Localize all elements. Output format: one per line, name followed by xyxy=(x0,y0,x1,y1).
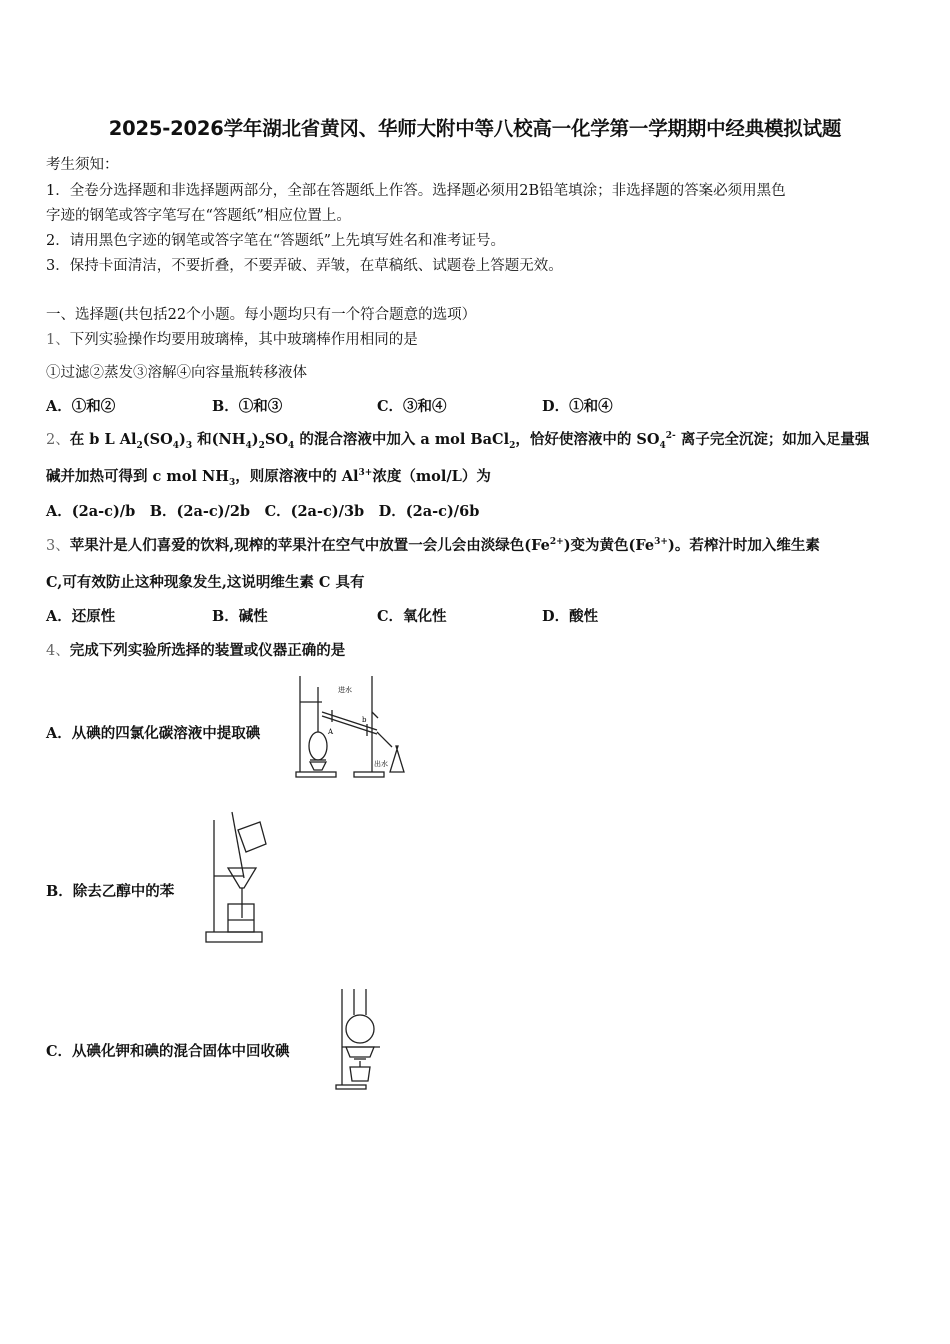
option-b: B．①和③ xyxy=(212,398,283,415)
subscript: 4 xyxy=(659,440,666,451)
option-b: B．碱性 xyxy=(212,608,268,625)
subscript: 3 xyxy=(185,440,193,451)
q2-text: 和(NH xyxy=(192,431,246,448)
question-2-line2 xyxy=(46,465,491,488)
notice-item: 1．全卷分选择题和非选择题两部分，全部在答题纸上作答。选择题必须用2B铅笔填涂；非选择题的答案必须用黑色 xyxy=(46,183,786,199)
q2-text: ) xyxy=(251,431,259,448)
question-4 xyxy=(46,639,345,660)
subscript: 3 xyxy=(228,477,236,488)
subscript: 2 xyxy=(509,440,516,451)
superscript: 2+ xyxy=(549,537,564,548)
question-1 xyxy=(46,328,418,349)
sublimation-apparatus-image xyxy=(334,985,390,1095)
option-a: A．还原性 xyxy=(46,608,116,625)
question-number: 2、 xyxy=(46,432,70,448)
q2-text: (SO xyxy=(142,431,173,448)
subscript: 4 xyxy=(245,440,252,451)
question-1-items: ①过滤②蒸发③溶解④向容量瓶转移液体 xyxy=(46,365,307,381)
section-heading: 一、选择题(共包括22个小题。每小题均只有一个符合题意的选项） xyxy=(46,307,477,323)
option-c: C．氧化性 xyxy=(377,608,447,625)
distillation-apparatus-image xyxy=(292,672,414,782)
subscript: 4 xyxy=(172,440,179,451)
fig-label-water-out: 出水 xyxy=(374,760,388,768)
q3-text: )。若榨汁时加入维生素 xyxy=(667,537,820,554)
q2-text: 浓度（mol/L）为 xyxy=(372,468,491,485)
fig-label-water-in: 进水 xyxy=(338,686,352,694)
superscript: 2- xyxy=(665,431,676,442)
q2-text: ) xyxy=(178,431,186,448)
q2-text: 离子完全沉淀；如加入足量强 xyxy=(675,431,870,448)
subscript: 4 xyxy=(288,440,295,451)
superscript: 3+ xyxy=(358,468,373,479)
page-title: 2025-2026学年湖北省黄冈、华师大附中等八校高一化学第一学期期中经典模拟试题 xyxy=(108,117,842,140)
option-c: C．③和④ xyxy=(377,398,447,415)
option-a: A．从碘的四氯化碳溶液中提取碘 xyxy=(46,725,261,742)
question-3-line2: C,可有效防止这种现象发生,这说明维生素 C 具有 xyxy=(46,574,365,591)
subscript: 2 xyxy=(136,440,143,451)
q3-text: 苹果汁是人们喜爱的饮料,现榨的苹果汁在空气中放置一会儿会由淡绿色(Fe xyxy=(69,537,550,554)
superscript: 3+ xyxy=(654,537,668,548)
question-stem: 下列实验操作均要用玻璃棒，其中玻璃棒作用相同的是 xyxy=(69,332,418,348)
q2-text: 碱并加热可得到 c mol NH xyxy=(46,468,229,485)
q2-text: SO xyxy=(264,431,289,448)
fig-label-b: b xyxy=(362,716,367,724)
question-number: 3、 xyxy=(46,538,70,554)
option-d: D．酸性 xyxy=(542,608,599,625)
subscript: 2 xyxy=(258,440,265,451)
notice-item: 3．保持卡面清洁，不要折叠，不要弄破、弄皱，在草稿纸、试题卷上答题无效。 xyxy=(46,258,563,274)
q2-text: 在 b L Al xyxy=(69,431,137,448)
question-2 xyxy=(46,428,869,451)
question-number: 1、 xyxy=(46,332,70,348)
q2-text: 的混合溶液中加入 a mol BaCl xyxy=(294,431,510,448)
question-3 xyxy=(46,534,820,555)
q2-text: ，则原溶液中的 Al xyxy=(235,468,359,485)
option-c: C．从碘化钾和碘的混合固体中回收碘 xyxy=(46,1043,290,1060)
option-a: A．①和② xyxy=(46,398,116,415)
q3-text: )变为黄色(Fe xyxy=(563,537,655,554)
option-d: D．①和④ xyxy=(542,398,613,415)
question-number: 4、 xyxy=(46,643,70,659)
question-stem: 完成下列实验所选择的装置或仪器正确的是 xyxy=(69,642,346,659)
notice-item: 2．请用黑色字迹的钢笔或答字笔在“答题纸”上先填写姓名和准考证号。 xyxy=(46,233,506,249)
option-b: B．除去乙醇中的苯 xyxy=(46,883,175,900)
notice-item: 字迹的钢笔或答字笔写在“答题纸”相应位置上。 xyxy=(46,208,351,224)
fig-label-a: A xyxy=(328,728,334,736)
notice-heading: 考生须知： xyxy=(46,157,119,173)
filtration-apparatus-image xyxy=(202,808,272,952)
q2-text: ，恰好使溶液中的 SO xyxy=(515,431,660,448)
question-2-options: A．(2a-c)/b B．(2a-c)/2b C．(2a-c)/3b D．(2a-c)/6b xyxy=(46,503,480,520)
